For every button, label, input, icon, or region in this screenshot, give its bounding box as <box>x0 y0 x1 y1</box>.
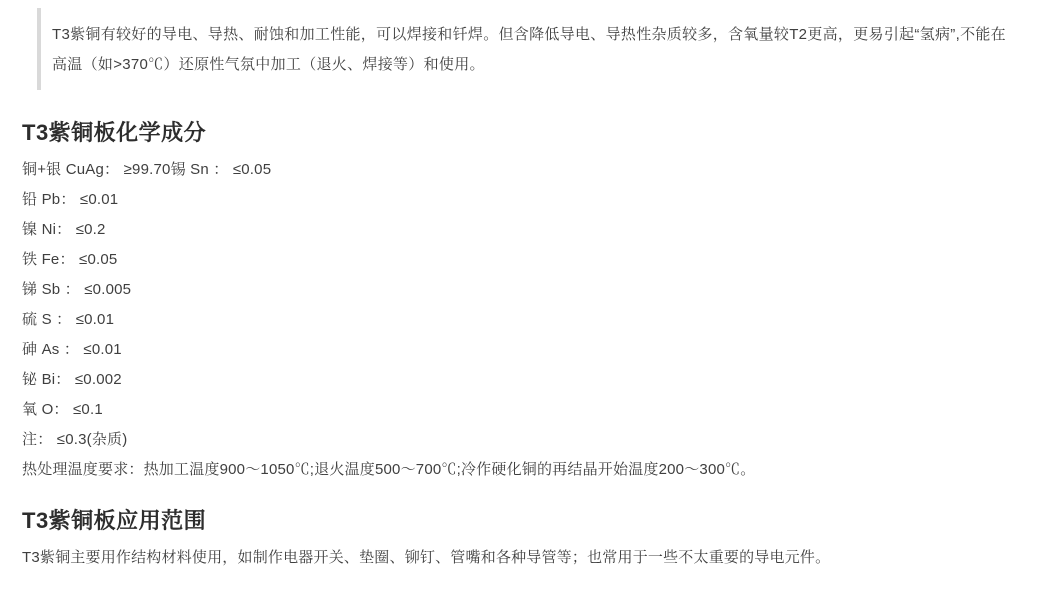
chem-item-sb: 锑 Sb ： ≤0.005 <box>22 281 132 298</box>
chem-item-s: 硫 S ： ≤0.01 <box>22 311 115 328</box>
chem-item-as: 砷 As ： ≤0.01 <box>22 341 122 358</box>
chem-section-heading: T3紫铜板化学成分 <box>22 120 207 145</box>
application-section-heading: T3紫铜板应用范围 <box>22 508 207 533</box>
chem-item-fe: 铁 Fe： ≤0.05 <box>22 251 118 268</box>
chem-item-impurity-note: 注： ≤0.3(杂质) <box>22 431 128 448</box>
intro-note-text: T3紫铜有较好的导电、导热、耐蚀和加工性能，可以焊接和钎焊。但含降低导电、导热性杂质较多，含氧量较T2更高，更易引起“氢病”,不能在高温（如>370℃）还原性气氛中加工（退火、焊接等）和使用。 <box>52 26 1006 73</box>
intro-note <box>37 8 1010 90</box>
heat-treatment-note: 热处理温度要求：热加工温度900～1050℃;退火温度500～700℃;冷作硬化铜的再结晶开始温度200～300℃。 <box>22 461 756 478</box>
chem-item-o: 氧 O： ≤0.1 <box>22 401 103 418</box>
chem-item-bi: 铋 Bi： ≤0.002 <box>22 371 122 388</box>
chem-item-cuag-sn: 铜+银 CuAg： ≥99.70锡 Sn ： ≤0.05 <box>22 161 272 178</box>
application-paragraph: T3紫铜主要用作结构材料使用，如制作电器开关、垫圈、铆钉、管嘴和各种导管等；也常用于一些不太重要的导电元件。 <box>22 549 831 566</box>
chem-item-ni: 镍 Ni： ≤0.2 <box>22 221 106 238</box>
chem-item-pb: 铅 Pb： ≤0.01 <box>22 191 119 208</box>
